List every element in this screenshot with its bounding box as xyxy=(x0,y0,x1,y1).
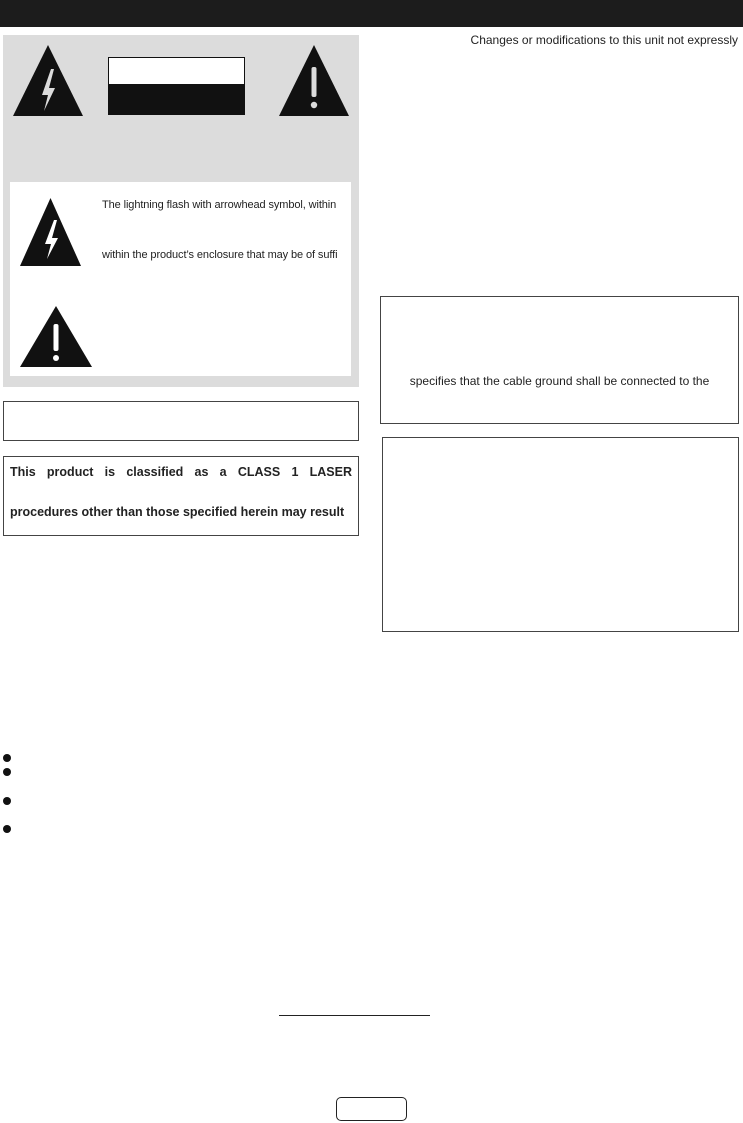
catv-notice-text: specifies that the cable ground shall be connected to the xyxy=(409,374,710,388)
lightning-description-line1: The lightning flash with arrowhead symbol, within xyxy=(102,199,337,211)
laser-notice-line2: procedures other than those specified herein may result xyxy=(10,505,345,519)
bullet-icon xyxy=(3,797,11,805)
header-bar xyxy=(0,0,743,27)
laser-notice-box xyxy=(3,456,359,536)
laser-notice-line1: This product is classified as a CLASS 1 LASER xyxy=(10,465,352,479)
caution-label-band xyxy=(109,84,244,114)
bullet-icon xyxy=(3,825,11,833)
exclamation-symbol-icon xyxy=(18,304,94,369)
catv-notice-box xyxy=(380,296,739,424)
exclamation-warning-icon xyxy=(277,43,351,118)
lightning-description-line2: within the product’s enclosure that may be of suffi xyxy=(102,249,338,261)
caution-box xyxy=(3,401,359,441)
bullet-icon xyxy=(3,768,11,776)
separator-line xyxy=(279,1015,430,1016)
notice-box xyxy=(382,437,739,632)
lightning-warning-icon xyxy=(11,43,85,118)
page-number-box xyxy=(336,1097,407,1121)
caution-label xyxy=(108,57,245,115)
lightning-symbol-icon xyxy=(18,196,83,268)
modifications-warning-text: Changes or modifications to this unit not expressly xyxy=(470,33,738,47)
bullet-icon xyxy=(3,754,11,762)
